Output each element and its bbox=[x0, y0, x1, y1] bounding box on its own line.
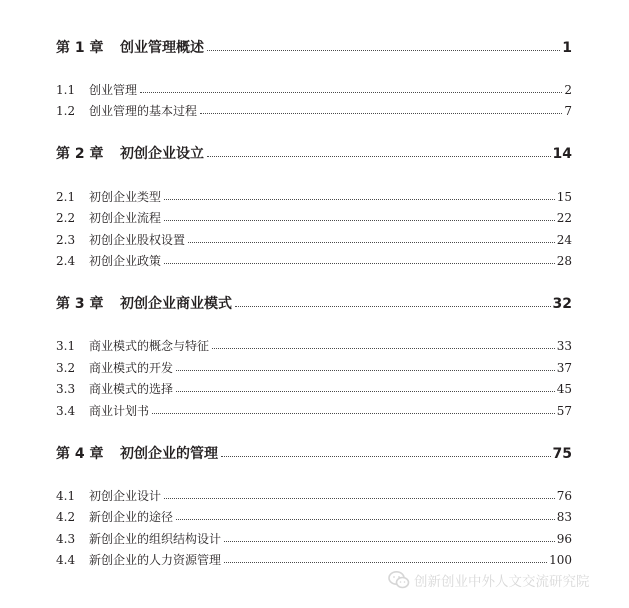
section-row[interactable] bbox=[56, 530, 572, 548]
section-row[interactable] bbox=[56, 487, 572, 505]
section-number: 3.2 bbox=[56, 361, 76, 375]
section-number: 1.1 bbox=[56, 83, 76, 97]
section-page-number: 57 bbox=[556, 404, 572, 418]
section-title: 新创企业的人力资源管理 bbox=[89, 553, 222, 567]
chapter-row[interactable] bbox=[56, 38, 572, 58]
dot-leader bbox=[140, 91, 562, 93]
section-title: 新创企业的途径 bbox=[89, 510, 174, 524]
section-page-number: 45 bbox=[556, 382, 572, 396]
dot-leader bbox=[164, 219, 555, 221]
section-title: 初创企业流程 bbox=[89, 211, 162, 225]
dot-leader bbox=[176, 369, 555, 371]
section-number: 2.3 bbox=[56, 233, 76, 247]
section-number: 4.4 bbox=[56, 553, 76, 567]
watermark bbox=[388, 568, 590, 592]
wechat-icon bbox=[388, 570, 410, 590]
section-page-number: 2 bbox=[564, 83, 572, 97]
section-row[interactable] bbox=[56, 380, 572, 398]
section-title: 初创企业类型 bbox=[89, 190, 162, 204]
section-title: 商业计划书 bbox=[89, 404, 150, 418]
section-page-number: 100 bbox=[549, 553, 572, 567]
chapter-page-number: 32 bbox=[552, 296, 572, 312]
section-page-number: 37 bbox=[556, 361, 572, 375]
section-number: 1.2 bbox=[56, 104, 76, 118]
chapter-title: 创业管理概述 bbox=[120, 40, 204, 56]
section-row[interactable] bbox=[56, 551, 572, 569]
watermark-text: 创新创业中外人文交流研究院 bbox=[414, 574, 590, 590]
section-row[interactable] bbox=[56, 402, 572, 420]
section-row[interactable] bbox=[56, 188, 572, 206]
section-title: 创业管理的基本过程 bbox=[89, 104, 198, 118]
chapter-number: 第 3 章 bbox=[56, 296, 104, 312]
section-title: 商业模式的概念与特征 bbox=[89, 339, 210, 353]
section-title: 商业模式的开发 bbox=[89, 361, 174, 375]
section-page-number: 28 bbox=[556, 254, 572, 268]
chapter-number: 第 1 章 bbox=[56, 40, 104, 56]
section-page-number: 24 bbox=[556, 233, 572, 247]
dot-leader bbox=[164, 497, 555, 499]
dot-leader bbox=[164, 262, 555, 264]
chapter-number: 第 4 章 bbox=[56, 446, 104, 462]
section-number: 2.1 bbox=[56, 190, 76, 204]
section-page-number: 22 bbox=[556, 211, 572, 225]
section-row[interactable] bbox=[56, 231, 572, 249]
dot-leader bbox=[200, 112, 562, 114]
section-number: 2.2 bbox=[56, 211, 76, 225]
section-row[interactable] bbox=[56, 508, 572, 526]
dot-leader bbox=[212, 347, 555, 349]
section-number: 3.3 bbox=[56, 382, 76, 396]
chapter-title: 初创企业的管理 bbox=[120, 446, 218, 462]
dot-leader bbox=[188, 241, 555, 243]
chapter-page-number: 1 bbox=[562, 40, 572, 56]
section-page-number: 33 bbox=[556, 339, 572, 353]
section-row[interactable] bbox=[56, 337, 572, 355]
section-number: 4.1 bbox=[56, 489, 76, 503]
dot-leader bbox=[207, 155, 551, 157]
section-title: 创业管理 bbox=[89, 83, 138, 97]
section-page-number: 76 bbox=[556, 489, 572, 503]
section-number: 3.4 bbox=[56, 404, 76, 418]
section-number: 3.1 bbox=[56, 339, 76, 353]
dot-leader bbox=[207, 49, 560, 51]
section-page-number: 83 bbox=[556, 510, 572, 524]
dot-leader bbox=[176, 518, 555, 520]
chapter-row[interactable] bbox=[56, 444, 572, 464]
section-page-number: 7 bbox=[564, 104, 572, 118]
section-row[interactable] bbox=[56, 81, 572, 99]
section-row[interactable] bbox=[56, 252, 572, 270]
chapter-row[interactable] bbox=[56, 144, 572, 164]
chapter-page-number: 14 bbox=[552, 146, 572, 162]
section-row[interactable] bbox=[56, 102, 572, 120]
section-title: 初创企业设计 bbox=[89, 489, 162, 503]
dot-leader bbox=[224, 561, 547, 563]
section-title: 商业模式的选择 bbox=[89, 382, 174, 396]
dot-leader bbox=[235, 305, 551, 307]
dot-leader bbox=[176, 390, 555, 392]
section-number: 2.4 bbox=[56, 254, 76, 268]
chapter-row[interactable] bbox=[56, 294, 572, 314]
dot-leader bbox=[164, 198, 555, 200]
dot-leader bbox=[152, 412, 555, 414]
dot-leader bbox=[224, 540, 555, 542]
section-row[interactable] bbox=[56, 359, 572, 377]
chapter-number: 第 2 章 bbox=[56, 146, 104, 162]
section-number: 4.2 bbox=[56, 510, 76, 524]
section-page-number: 96 bbox=[556, 532, 572, 546]
section-title: 初创企业政策 bbox=[89, 254, 162, 268]
section-row[interactable] bbox=[56, 209, 572, 227]
section-title: 新创企业的组织结构设计 bbox=[89, 532, 222, 546]
chapter-title: 初创企业设立 bbox=[120, 146, 204, 162]
section-number: 4.3 bbox=[56, 532, 76, 546]
dot-leader bbox=[221, 455, 551, 457]
section-title: 初创企业股权设置 bbox=[89, 233, 186, 247]
section-page-number: 15 bbox=[556, 190, 572, 204]
chapter-title: 初创企业商业模式 bbox=[120, 296, 232, 312]
chapter-page-number: 75 bbox=[552, 446, 572, 462]
